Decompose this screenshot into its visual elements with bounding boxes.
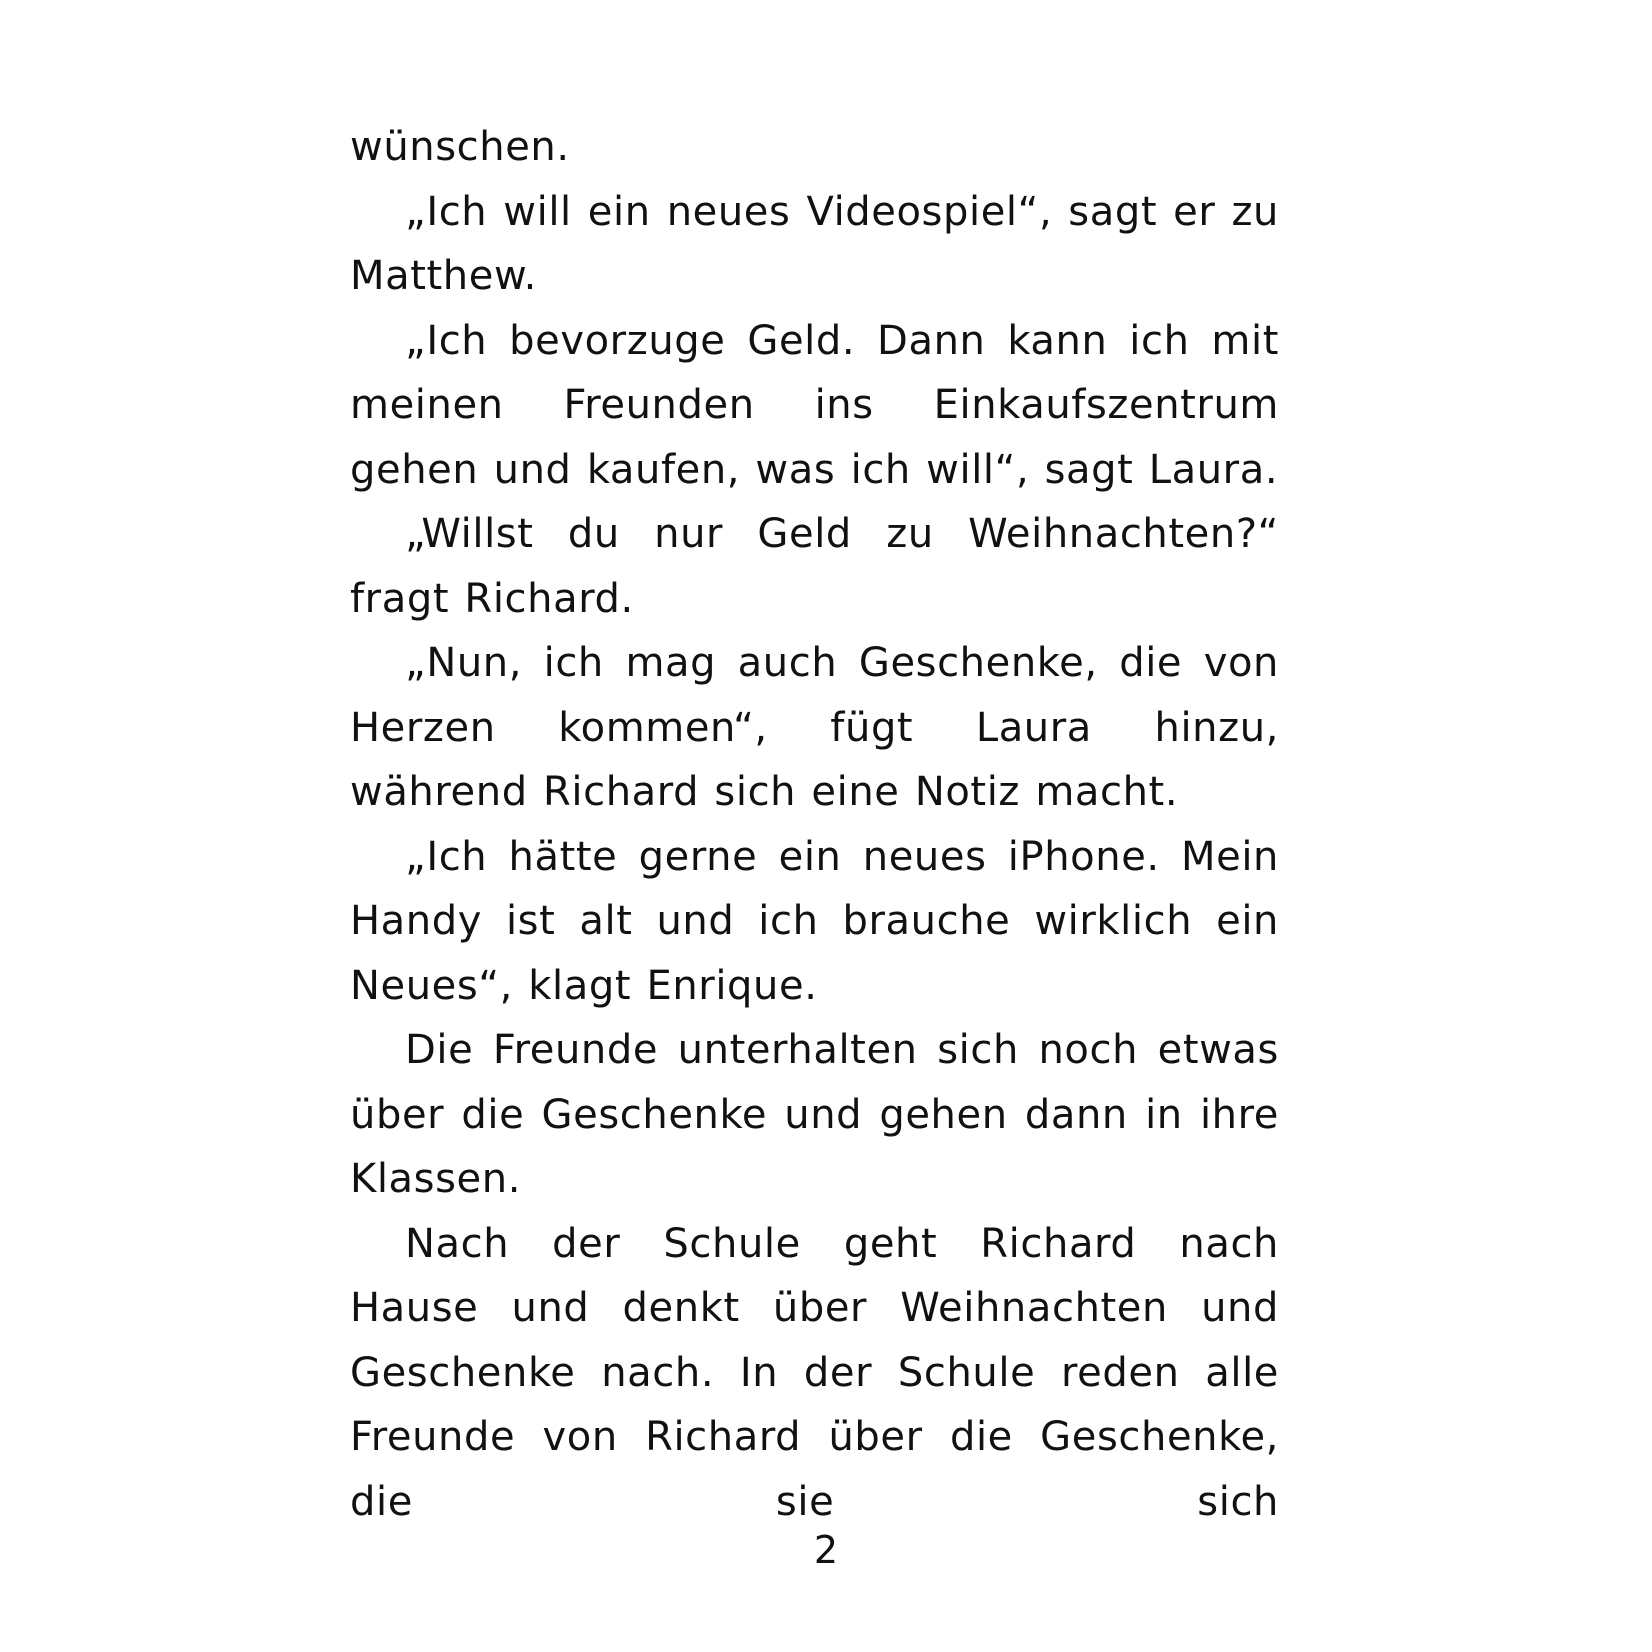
paragraph: „Willst du nur Geld zu Weihnachten?“ fragt Richard.	[350, 511, 1279, 622]
paragraph: Nach der Schule geht Richard nach Hause und denkt über Weihnachten und Geschenke nach. In der Schule reden alle Freunde von Richard über die Geschenke, die sie sich	[350, 1220, 1279, 1525]
paragraph: Die Freunde unterhalten sich noch etwas über die Geschenke und gehen dann in ihre Klassen.	[350, 1027, 1279, 1202]
paragraph: „Ich will ein neues Videospiel“, sagt er zu Matthew.	[350, 188, 1279, 299]
paragraph: „Ich bevorzuge Geld. Dann kann ich mit meinen Freunden ins Einkaufszentrum gehen und kaufen, was ich will“, sagt Laura.	[350, 317, 1279, 493]
paragraph: „Nun, ich mag auch Geschenke, die von Herzen kommen“, fügt Laura hinzu, während Richard sich eine Notiz macht.	[350, 640, 1279, 815]
page-number: 2	[813, 1528, 839, 1572]
paragraph: „Ich hätte gerne ein neues iPhone. Mein Handy ist alt und ich brauche wirklich ein Neues“, klagt Enrique.	[350, 833, 1279, 1009]
paragraph: wünschen.	[350, 124, 570, 170]
page-body	[350, 115, 1279, 1534]
